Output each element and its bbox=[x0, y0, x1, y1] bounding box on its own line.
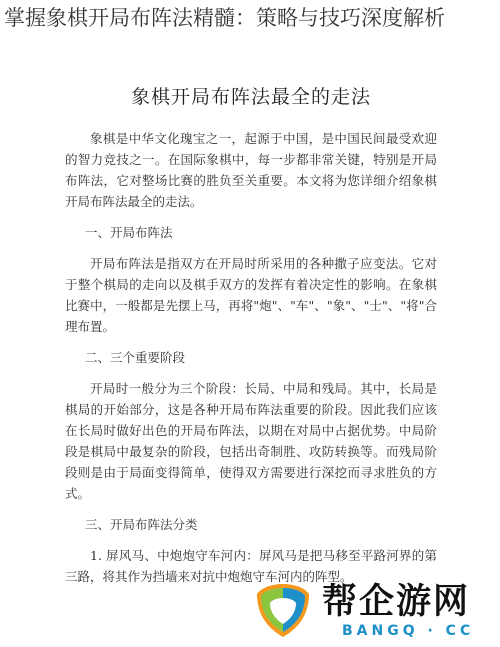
intro-paragraph: 象棋是中华文化瑰宝之一，起源于中国，是中国民间最受欢迎的智力竞技之一。在国际象棋中，每一步都非常关键，特别是开局布阵法，它对整场比赛的胜负至关重要。本文将为您详细介绍象棋开局布阵法最全的走法。 bbox=[65, 131, 437, 209]
section-opening-formation bbox=[65, 222, 437, 337]
section-three-stages bbox=[65, 347, 437, 504]
section-body: 开局布阵法是指双方在开局时所采用的各种撒子应变法。它对于整个棋局的走向以及棋手双方的发挥有着决定性的影响。在象棋比赛中，一般都是先摆上马，再将"炮"、"车"、"象"、"士"、"将"合理布置。 bbox=[65, 256, 437, 334]
section-heading: 二、三个重要阶段 bbox=[85, 350, 186, 365]
page-heading: 掌握象棋开局布阵法精髓：策略与技巧深度解析 bbox=[4, 6, 445, 30]
section-heading: 一、开局布阵法 bbox=[85, 225, 173, 240]
watermark-brand: 帮企游网 bbox=[322, 582, 471, 622]
section-body: 开局时一般分为三个阶段：长局、中局和残局。其中，长局是棋局的开始部分，这是各种开局布阵法重要的阶段。因此我们应该在长局时做好出色的开局布阵法，以期在对局中占据优势。中局阶段是棋局中最复杂的阶段，包括出奇制胜、攻防转换等。而残局阶段则是由于局面变得简单，使得双方需要进行深挖而寻求胜负的方式。 bbox=[65, 381, 437, 501]
document-title: 象棋开局布阵法最全的走法 bbox=[130, 86, 371, 108]
section-body: 1. 屏风马、中炮炮守车河内：屏风马是把马移至平路河界的第三路，将其作为挡墙来对抗中炮炮守车河内的阵型。 bbox=[65, 548, 437, 584]
document-image bbox=[65, 82, 437, 597]
watermark-logo bbox=[250, 580, 500, 647]
section-classification bbox=[65, 514, 437, 587]
watermark-domain: BANGQ · CC bbox=[342, 623, 475, 639]
shield-logo-icon bbox=[253, 580, 313, 640]
section-heading: 三、开局布阵法分类 bbox=[85, 517, 198, 532]
